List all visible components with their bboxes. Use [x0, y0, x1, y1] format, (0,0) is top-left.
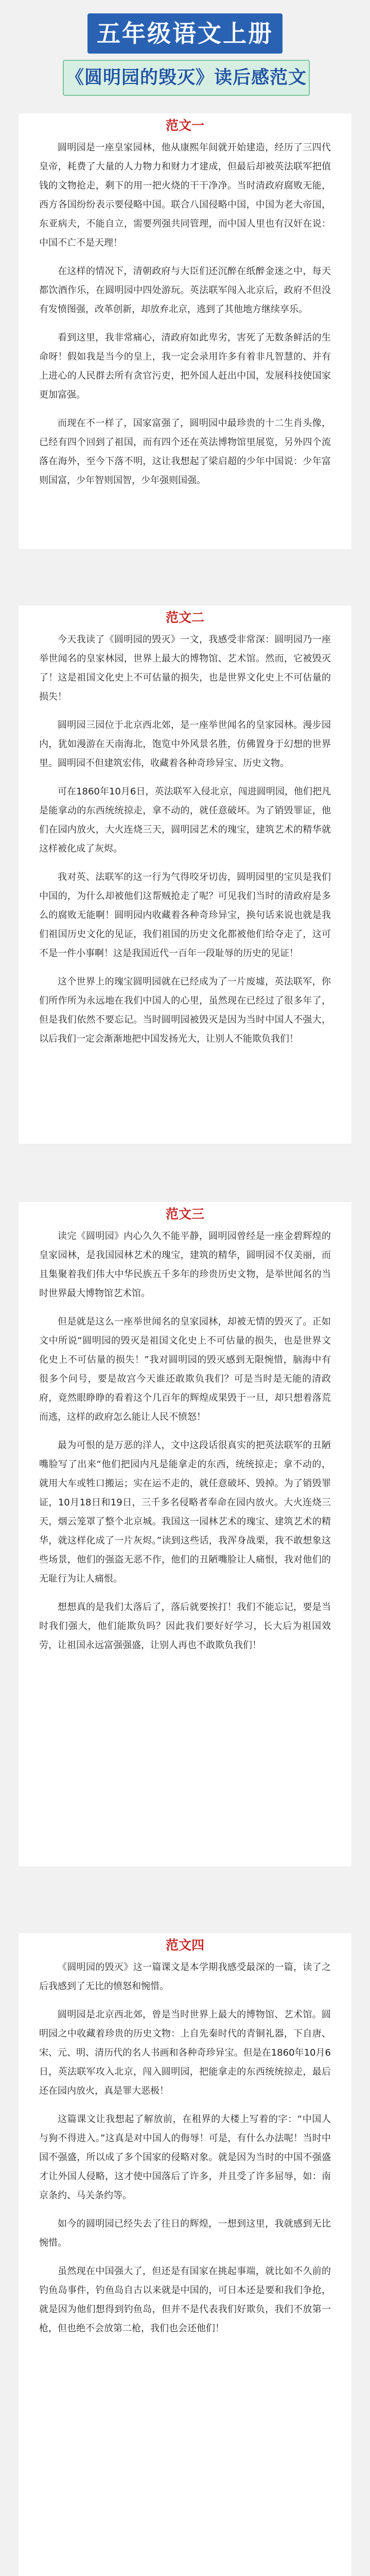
essay-paragraph: 圆明园是一座皇家园林，他从康熙年间就开始建造，经历了三四代皇帝，耗费了大量的人力物力和财力才建成，但最后却被英法联军把值钱的文物抢走，剩下的用一把火烧的干干净净。当时清政府腐败无能，西方各国纷纷表示要侵略中国。联合八国侵略中国，中国为老大帝国，东亚病夫，不能自立，需要列强共同管理，而中国人里也有汉奸在说：中国不亡不是天理！ [39, 142, 331, 248]
essay-paragraph: 这个世界上的瑰宝圆明园就在已经成为了一片废墟，英法联军，你们所作所为永远地在我们中国人的心里，虽然现在已经过了很多年了，但是我们依然不要忘记。当时圆明园被毁灭是因为当时中国人不强大，以后我们一定会渐渐地把中国发扬光大，让别人不能欺负我们！ [39, 976, 331, 1044]
essay-card-4 [19, 1933, 351, 2576]
essay-paragraph: 但是就是这么一座举世闻名的皇家园林，却被无情的毁灭了。正如文中所说“圆明园的毁灭是祖国文化史上不可估量的损失，也是世界文化史上不可估量的损失！”我对圆明园的毁灭感到无限惋惜，脑海中有很多个问号，要是故宫今天谁还敢欺负我们？可是当时是无能的清政府，竟然眼睁睁的看着这个几百年的辉煌成果毁于一旦，却只想着落荒而逃，这样的政府怎么能让人民不愤怒！ [39, 1316, 331, 1422]
essay-title: 范文三 [165, 1207, 204, 1222]
essay-paragraph: 而现在不一样了，国家富强了，圆明园中最珍贵的十二生肖头像，已经有四个回到了祖国，而有四个还在英法博物馆里展览，另外四个流落在海外，至今下落不明，这让我想起了梁启超的少年中国说：少年富则国富，少年智则国智，少年强则国强。 [39, 418, 331, 486]
essay-title: 范文一 [165, 118, 204, 133]
essay-body [19, 1227, 351, 1655]
essay-title: 范文二 [165, 610, 204, 625]
essay-body [19, 138, 351, 490]
essay-paragraph: 《圆明园的毁灭》这一篇课文是本学期我感受最深的一篇，读了之后我感到了无比的愤怒和惋惜。 [39, 1962, 331, 1992]
essay-paragraph: 在这样的情况下，清朝政府与大臣们还沉醉在纸醉金迷之中，每天都饮酒作乐，在圆明园中四处游玩。英法联军闯入北京后，政府不但没有发愤图强，改革创新，却放弃北京，逃到了其他地方继续享乐。 [39, 266, 331, 315]
essay-body [19, 630, 351, 1048]
essay-card-3 [19, 1202, 351, 1867]
page-title: 五年级语文上册 [87, 13, 283, 54]
essay-title: 范文四 [165, 1938, 204, 1953]
page-header [0, 0, 370, 113]
page-subtitle: 《圆明园的毁灭》读后感范文 [63, 60, 310, 96]
essay-card-1 [19, 113, 351, 549]
essay-paragraph: 圆明园三园位于北京西北郊，是一座举世闻名的皇家园林。漫步园内，犹如漫游在天南海北，饱览中外风景名胜，仿佛置身于幻想的世界里。圆明园不但建筑宏伟，收藏着各种奇珍异宝、历史文物。 [39, 720, 331, 769]
essay-paragraph: 这篇课文让我想起了解放前，在租界的大楼上写着的字：“中国人与狗不得进入。”这真是对中国人的侮辱！可是，有什么办法呢！当时中国不强盛，所以成了多个国家的侵略对象。就是因为当时的中国不强盛才让外国人侵略，这才使中国落后了许多，并且受了许多屈辱，如：南京条约、马关条约等。 [39, 2114, 331, 2201]
essay-paragraph: 我对英、法联军的这一行为气得咬牙切齿，圆明园里的宝贝是我们中国的，为什么却被他们这帮贼抢走了呢？可见我们当时的清政府是多么的腐败无能啊！圆明园内收藏着各种奇珍异宝，换句话来说也就是我们祖国历史文化的见证，我们祖国的历史文化都被他们给夺走了，这可不是一件小事啊！这是我国近代一百年一段耻辱的历史的见证！ [39, 872, 331, 959]
essay-paragraph: 可在1860年10月6日，英法联军入侵北京，闯进圆明园，他们把凡是能拿动的东西统统掠走，拿不动的，就任意破坏。为了销毁罪证，他们在园内放火，大火连烧三天，圆明园艺术的瑰宝，建筑艺术的精华就这样被化成了灰烬。 [39, 786, 331, 854]
essay-paragraph: 虽然现在中国强大了，但还是有国家在挑起事端，就比如不久前的钓鱼岛事件，钓鱼岛自古以来就是中国的，可日本还是要和我们争抢，就是因为他们想得到钓鱼岛，但并不是代表我们好欺负，我们不放第一枪，但也绝不会放第二枪，我们也会还他们！ [39, 2266, 331, 2334]
essay-paragraph: 想想真的是我们太落后了，落后就要挨打！我们不能忘记，要是当时我们强大，他们能欺负吗？因此我们要好好学习，长大后为祖国效劳，让祖国永远富强强盛，让别人再也不敢欺负我们！ [39, 1602, 331, 1651]
essay-body [19, 1958, 351, 2338]
essay-paragraph: 看到这里，我非常痛心，清政府如此卑劣，害死了无数条鲜活的生命呀！假如我是当今的皇上，我一定会录用许多有着非凡智慧的、并有上进心的人民群去所有贪官污吏，把外国人赶出中国，发展科技使国家更加富强。 [39, 332, 331, 400]
essay-paragraph: 今天我读了《圆明园的毁灭》一文，我感受非常深：圆明园乃一座举世闻名的皇家林园，世界上最大的博物馆、艺术馆。然而，它被毁灭了！这是祖国文化史上不可估量的损失，也是世界文化史上不可估量的损失！ [39, 634, 331, 702]
essay-paragraph: 最为可恨的是万恶的洋人，文中这段话很真实的把英法联军的丑陋嘴脸写了出来“他们把园内凡是能拿走的东西，统统掠走；拿不动的，就用大车或牲口搬运；实在运不走的，就任意破坏、毁掉。为了销毁罪证，10月18日和19日，三千多名侵略者奉命在园内放火。大火连烧三天，烟云笼罩了整个北京城。我国这一园林艺术的瑰宝、建筑艺术的精华，就这样化成了一片灰烬。”读到这些话，我浑身战栗，我不敢想象这些场景，他们的强盗无恶不作，他们的丑陋嘴脸让人痛恨，我对他们的无耻行为让人痛恨。 [39, 1440, 331, 1584]
essay-card-2 [19, 605, 351, 1144]
essay-paragraph: 读完《圆明园》内心久久不能平静，圆明园曾经是一座金碧辉煌的皇家园林，是我国园林艺术的瑰宝，建筑的精华，圆明园不仅美丽，而且集聚着我们伟大中华民族五千多年的珍贵历史文物，是举世闻名的当时世界最大博物馆艺术馆。 [39, 1231, 331, 1299]
essay-paragraph: 圆明园是北京西北郊，曾是当时世界上最大的博物馆、艺术馆。圆明园之中收藏着珍贵的历史文物：上自先秦时代的青铜礼器，下自唐、宋、元、明、清历代的名人书画和各种奇珍异宝。但是在1860年10月6日，英法联军攻入北京，闯入圆明园，把能拿走的东西统统掠走，最后还在园内放火，真是罪大恶极！ [39, 2009, 331, 2096]
essay-paragraph: 如今的圆明园已经失去了往日的辉煌，一想到这里，我就感到无比惋惜。 [39, 2218, 331, 2248]
